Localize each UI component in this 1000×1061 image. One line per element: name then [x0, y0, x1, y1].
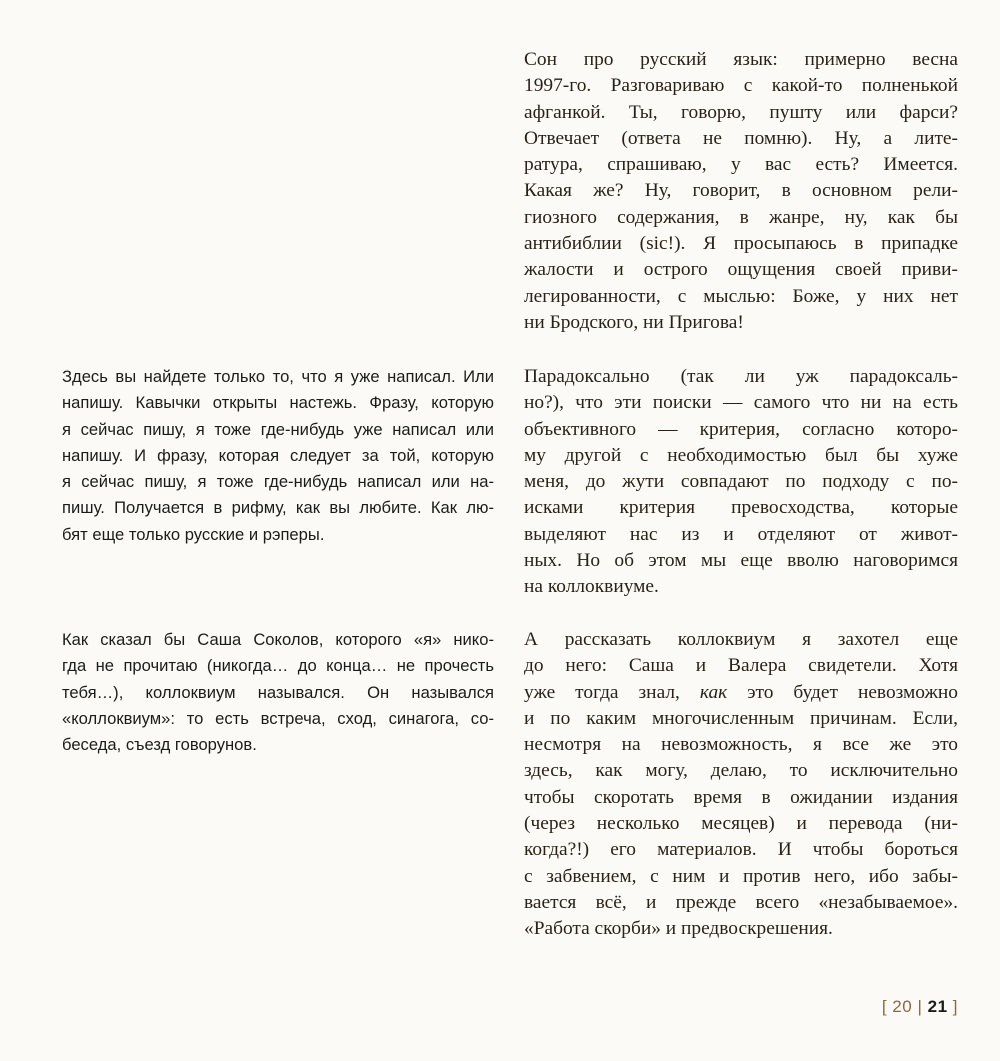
emphasis-word: как [699, 681, 728, 703]
text-line: Какая же? Ну, говорит, в основном рели- [524, 180, 958, 202]
text-line: когда?!) его материалов. И чтобы бороться [524, 839, 958, 861]
text-line: беседа, съезд говорунов. [62, 735, 257, 755]
text-line: гда не прочитаю (никогда… до конца… не прочесть [62, 656, 494, 676]
text-line: с забвением, с ним и против него, ибо забы- [524, 865, 958, 887]
text-line: антибиблии (sic!). Я просыпаюсь в припадке [524, 233, 958, 255]
text-line: исками критерия превосходства, которые [524, 497, 958, 519]
text-line: ратура, спрашиваю, у вас есть? Имеется. [524, 154, 958, 176]
text-line: Отвечает (ответа не помню). Ну, а лите- [524, 127, 958, 149]
text-line: ни Бродского, ни Пригова! [524, 311, 744, 333]
text-line: «Работа скорби» и предвоскрешения. [524, 918, 833, 940]
text-line: «коллоквиум»: то есть встреча, сход, синагога, со- [62, 708, 494, 728]
text-line: афганкой. Ты, говорю, пушту или фарси? [524, 101, 958, 123]
text-line: напишу. И фразу, которая следует за той, которую [62, 445, 494, 465]
right-paragraph-3 [524, 627, 958, 943]
text-line: чтобы скоротать время в ожидании издания [524, 786, 958, 808]
text-line: (через несколько месяцев) и перевода (ни- [524, 813, 958, 835]
text-segment: это будет невозможно [727, 681, 958, 703]
left-paragraph-1 [62, 364, 494, 548]
text-line: я сейчас пишу, я тоже где-нибудь уже написал или [62, 419, 494, 439]
text-line: ных. Но об этом мы еще вволю наговоримся [524, 550, 958, 572]
text-line-with-emphasis [524, 680, 958, 706]
right-paragraph-2 [524, 364, 958, 601]
text-line: му другой с необходимостью был бы хуже [524, 444, 958, 466]
text-line: гиозного содержания, в жанре, ну, как бы [524, 206, 958, 228]
text-line: Здесь вы найдете только то, что я уже написал. Или [62, 367, 494, 386]
text-line: несмотря на невозможность, я все же это [524, 734, 958, 756]
text-line: и по каким многочисленным причинам. Если, [524, 707, 958, 729]
text-line: до него: Саша и Валера свидетели. Хотя [524, 655, 958, 677]
text-line: Парадоксально (так ли уж парадоксаль- [524, 366, 958, 387]
text-line: Как сказал бы Саша Соколов, которого «я» нико- [62, 630, 494, 649]
text-line: жалости и острого ощущения своей приви- [524, 259, 958, 281]
text-line: я сейчас пишу, я тоже где-нибудь написал или на- [62, 472, 494, 492]
text-line: но?), что эти поиски — самого что ни на есть [524, 392, 958, 414]
text-line: выделяют нас из и отделяют от живот- [524, 523, 958, 545]
text-line: тебя…), коллоквиум назывался. Он назывался [62, 682, 494, 702]
text-line: меня, до жути совпадают по подходу с по- [524, 471, 958, 493]
text-line: А рассказать коллоквиум я захотел еще [524, 629, 958, 650]
text-line: объективного — критерия, согласно которо- [524, 418, 958, 440]
bracket-open: [ [881, 997, 888, 1016]
text-line: здесь, как могу, делаю, то исключительно [524, 760, 958, 782]
text-segment: уже тогда знал, [524, 681, 700, 703]
left-paragraph-2 [62, 627, 494, 758]
text-line: на коллоквиуме. [524, 576, 659, 598]
page-numbers [882, 997, 958, 1017]
text-line: 1997-го. Разговариваю с какой-то полненькой [524, 75, 958, 97]
right-paragraph-1 [524, 47, 958, 336]
text-line: легированности, с мыслью: Боже, у них нет [524, 285, 958, 307]
text-line: вается всё, и прежде всего «незабываемое». [524, 891, 958, 913]
text-line: пишу. Получается в рифму, как вы любите. Как лю- [62, 498, 494, 518]
bracket-close: ] [952, 997, 958, 1016]
text-line: напишу. Кавычки открыты настежь. Фразу, которую [62, 393, 494, 413]
text-line: бят еще только русские и рэперы. [62, 524, 325, 544]
text-line: Сон про русский язык: примерно весна [524, 49, 958, 70]
page-separator: | [917, 997, 923, 1016]
page-number-left: 20 [892, 997, 913, 1016]
page-number-right: 21 [927, 997, 948, 1016]
